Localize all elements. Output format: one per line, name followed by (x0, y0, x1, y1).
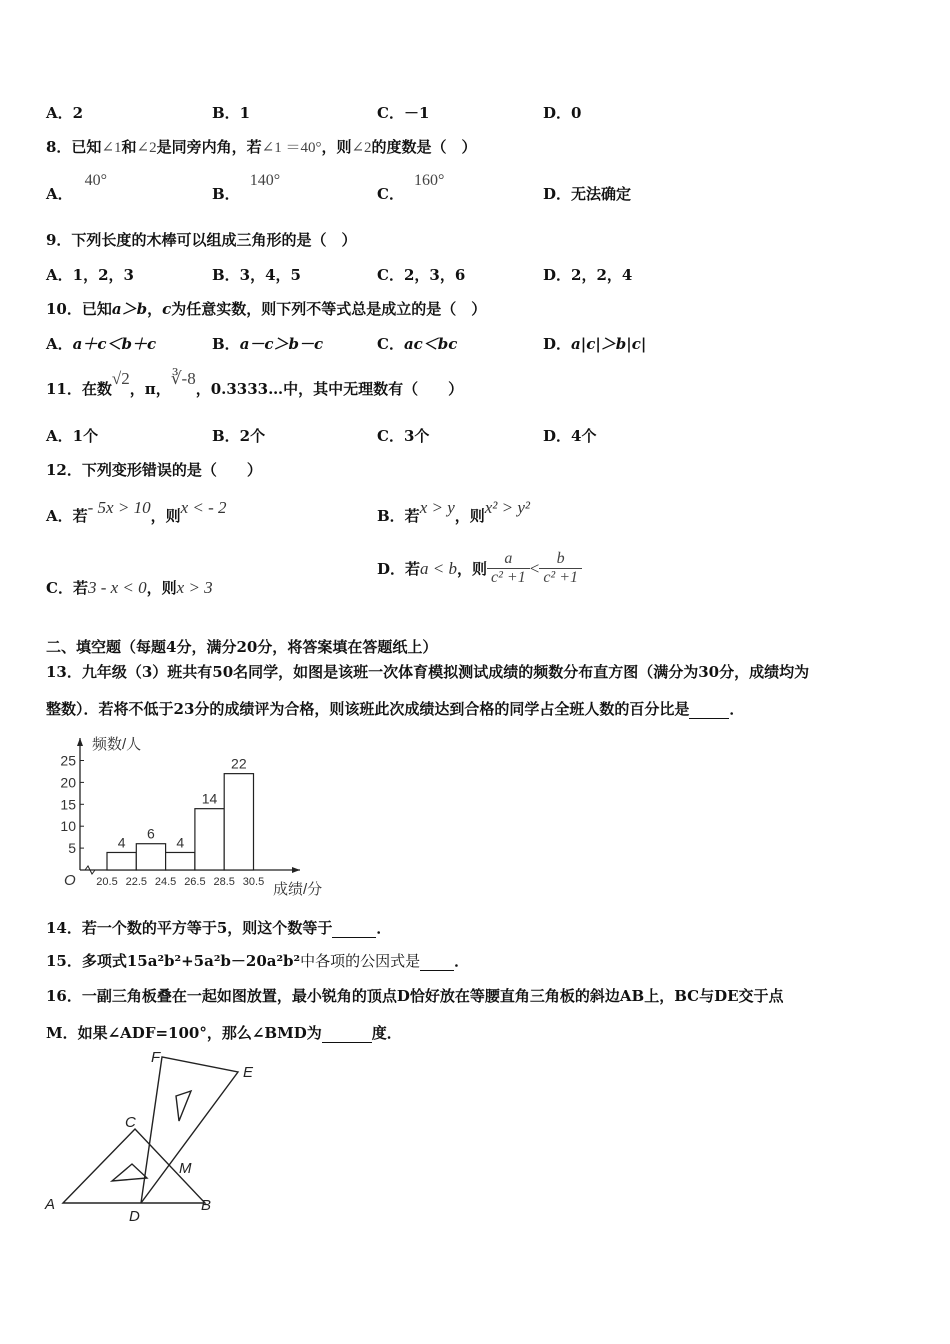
q11-option-c: C．3个 (377, 427, 430, 445)
label-f: F (151, 1049, 161, 1066)
q12-option-d-num-a: a (487, 550, 530, 569)
q16-line2-post: 度． (371, 1024, 402, 1042)
q16-line1: 16．一副三角板叠在一起如图放置，最小锐角的顶点D恰好放在等腰直角三角板的斜边AB上，BC与DE交于点 (46, 987, 784, 1005)
q12-option-a-label: A．若 (46, 507, 88, 525)
q8-option-b (212, 172, 281, 204)
label-e: E (243, 1064, 254, 1081)
label-b: B (201, 1197, 212, 1214)
q12-option-c-mid: ，则 (146, 579, 177, 597)
q11-option-d: D．4个 (543, 427, 597, 445)
q8-option-c-label: C． (377, 185, 404, 203)
histogram-bar (195, 809, 224, 870)
q10-condition: a＞b (111, 300, 148, 318)
q12-option-d-label: D．若 (377, 560, 421, 578)
histogram-bar (107, 852, 136, 870)
label-m: M (179, 1160, 192, 1177)
bar-value-label: 22 (231, 755, 247, 772)
x-tick-label: 22.5 (125, 876, 148, 888)
q12-option-d-less-than: < (529, 558, 540, 578)
q7-option-b: B．1 (212, 104, 251, 122)
q12-option-a (46, 498, 227, 526)
origin-label: O (64, 872, 76, 889)
q7-option-d: D．0 (543, 104, 582, 122)
q8-option-b-label: B． (212, 185, 240, 203)
x-tick-label: 24.5 (154, 876, 177, 888)
q12-option-c-result: x > 3 (176, 578, 213, 597)
q10-option-a-label: A． (46, 335, 73, 353)
q16-line2-pre: M．如果∠ADF=100°，那么∠BMD为 (46, 1024, 322, 1042)
y-tick-label: 20 (60, 774, 76, 791)
label-a: A (45, 1196, 56, 1213)
q8-option-b-value: 140° (249, 172, 281, 189)
inner-triangle-small (112, 1164, 147, 1181)
q15-answer-blank (420, 952, 454, 971)
bar-value-label: 14 (201, 790, 218, 807)
x-tick-label: 28.5 (213, 876, 235, 888)
q11-option-b: B．2个 (212, 427, 266, 445)
q8-angle2-again: ∠2 (351, 140, 372, 156)
q16-answer-blank (322, 1024, 372, 1043)
bar-value-label: 4 (176, 834, 185, 851)
q10-option-c-label: C． (377, 335, 404, 353)
y-tick-label: 25 (60, 752, 76, 769)
q12-option-c-condition: 3 - x < 0 (87, 578, 147, 597)
q11-sqrt2: √2 (111, 369, 130, 388)
q11-pre: 11．在数 (46, 380, 112, 398)
q13-line2-text: 整数）．若将不低于23分的成绩评为合格，则该班此次成绩达到合格的同学占全班人数的百分比是 (46, 700, 690, 718)
q15-stem (46, 950, 469, 971)
q15-post: 中各项的公因式是 (300, 952, 421, 970)
q8-option-a-value: 40° (84, 172, 108, 189)
q10-stem (46, 298, 486, 319)
q11-stem (46, 369, 464, 399)
y-axis-arrow (77, 738, 83, 746)
q12-option-d-den-a: c² +1 (491, 569, 526, 586)
y-tick-label: 10 (60, 818, 76, 835)
q13-end: ． (729, 700, 745, 718)
q10-option-d-label: D． (543, 335, 572, 353)
q11-sep: ，π， (129, 380, 171, 398)
q12-stem: 12．下列变形错误的是（ ） (46, 461, 262, 479)
q8-condition: ∠1 ＝40° (261, 140, 322, 156)
q8-stem-pre: 8．已知 (46, 138, 102, 156)
q11-post: ，0.3333…中，其中无理数有（ ） (195, 380, 464, 398)
q8-stem (46, 136, 477, 157)
q7-option-c: C．－1 (377, 104, 430, 122)
q8-post1: ，则 (321, 138, 352, 156)
q8-and: 和 (121, 138, 137, 156)
y-tick-label: 15 (60, 796, 76, 813)
q9-stem: 9．下列长度的木棒可以组成三角形的是（ ） (46, 231, 357, 249)
q13-line2 (46, 698, 744, 719)
q8-angle2: ∠2 (136, 140, 157, 156)
q9-option-a: A．1，2，3 (46, 266, 134, 284)
q12-option-d-num-b: b (539, 550, 582, 569)
q13-line1: 13．九年级（3）班共有50名同学，如图是该班一次体育模拟测试成绩的频数分布直方图（满分为30分，成绩均为 (46, 663, 810, 681)
q8-angle1: ∠1 (101, 140, 122, 156)
q9-option-d: D．2，2，4 (543, 266, 633, 284)
triangle-figure (40, 1045, 270, 1225)
bar-value-label: 6 (147, 825, 155, 842)
histogram-chart (50, 728, 350, 902)
label-d: D (129, 1208, 140, 1225)
histogram-bar (224, 774, 253, 870)
q12-option-b-mid: ，则 (454, 507, 485, 525)
q8-option-c (377, 172, 445, 204)
q10-c: c (162, 300, 172, 318)
histogram-bar (166, 852, 195, 870)
q10-option-d (543, 333, 646, 354)
q15-pre: 15．多项式 (46, 952, 127, 970)
histogram-bar (136, 844, 165, 870)
q12-option-c (46, 577, 213, 598)
q14-text: 14．若一个数的平方等于5，则这个数等于 (46, 919, 333, 937)
y-axis-title: 频数/人 (92, 736, 142, 753)
q9-option-c: C．2，3，6 (377, 266, 466, 284)
q16-line2 (46, 1022, 402, 1043)
set-square-triangle (141, 1057, 238, 1203)
q12-option-d-mid: ，则 (457, 560, 488, 578)
q15-end: ． (454, 952, 470, 970)
section2-heading: 二、填空题（每题4分，满分20分，将答案填在答题纸上） (46, 638, 438, 656)
q11-option-a: A．1个 (46, 427, 99, 445)
q8-mid: 是同旁内角，若 (156, 138, 262, 156)
q11-cbrt-neg8: ∛-8 (170, 369, 196, 388)
q12-option-d-condition: a < b (420, 558, 457, 578)
x-axis-title: 成绩/分 (273, 881, 323, 898)
y-tick-label: 5 (68, 840, 76, 857)
q12-option-d-den-b: c² +1 (543, 569, 579, 586)
q10-option-b-label: B． (212, 335, 240, 353)
q8-option-d: D．无法确定 (543, 185, 632, 203)
q10-option-c-value: ac＜bc (403, 335, 458, 353)
x-axis-arrow (292, 867, 300, 873)
q12-option-b-condition: x > y (419, 498, 455, 517)
q9-option-b: B．3，4，5 (212, 266, 301, 284)
q12-option-d-fraction-b (539, 550, 582, 587)
q12-option-b-result: x² > y² (484, 498, 531, 517)
q12-option-a-condition: - 5x > 10 (87, 498, 151, 517)
q10-post: 为任意实数，则下列不等式总是成立的是（ ） (171, 300, 487, 318)
q7-option-a: A．2 (46, 104, 84, 122)
q10-pre: 10．已知 (46, 300, 112, 318)
q10-option-a-value: a＋c＜b＋c (72, 335, 157, 353)
q14-answer-blank (332, 919, 376, 938)
label-c: C (125, 1114, 136, 1131)
q12-option-d-fraction-a (487, 550, 530, 587)
q8-post2: 的度数是（ ） (371, 138, 477, 156)
q14-stem (46, 917, 391, 938)
bar-value-label: 4 (117, 834, 126, 851)
q10-option-b (212, 333, 323, 354)
q10-option-a (46, 333, 156, 354)
q10-option-b-value: a－c＞b－c (239, 335, 324, 353)
inner-triangle-right (176, 1091, 191, 1121)
q15-polynomial: 15a²b²+5a²b－20a²b² (126, 952, 301, 970)
q10-comma: ， (147, 300, 163, 318)
q12-option-d (377, 550, 582, 587)
q12-option-b (377, 498, 531, 526)
q13-answer-blank (689, 700, 729, 719)
q12-option-b-label: B．若 (377, 507, 420, 525)
q12-option-a-result: x < - 2 (180, 498, 227, 517)
q10-option-d-value: a|c|＞b|c| (571, 335, 647, 353)
x-tick-label: 20.5 (96, 876, 118, 888)
x-tick-label: 26.5 (184, 876, 206, 888)
q12-option-c-label: C．若 (46, 579, 88, 597)
q12-option-a-mid: ，则 (150, 507, 181, 525)
x-tick-label: 30.5 (242, 876, 265, 888)
q8-option-a (46, 172, 108, 204)
q14-end: ． (376, 919, 392, 937)
q10-option-c (377, 333, 457, 354)
q8-option-c-value: 160° (413, 172, 445, 189)
q8-option-a-label: A． (46, 185, 73, 203)
